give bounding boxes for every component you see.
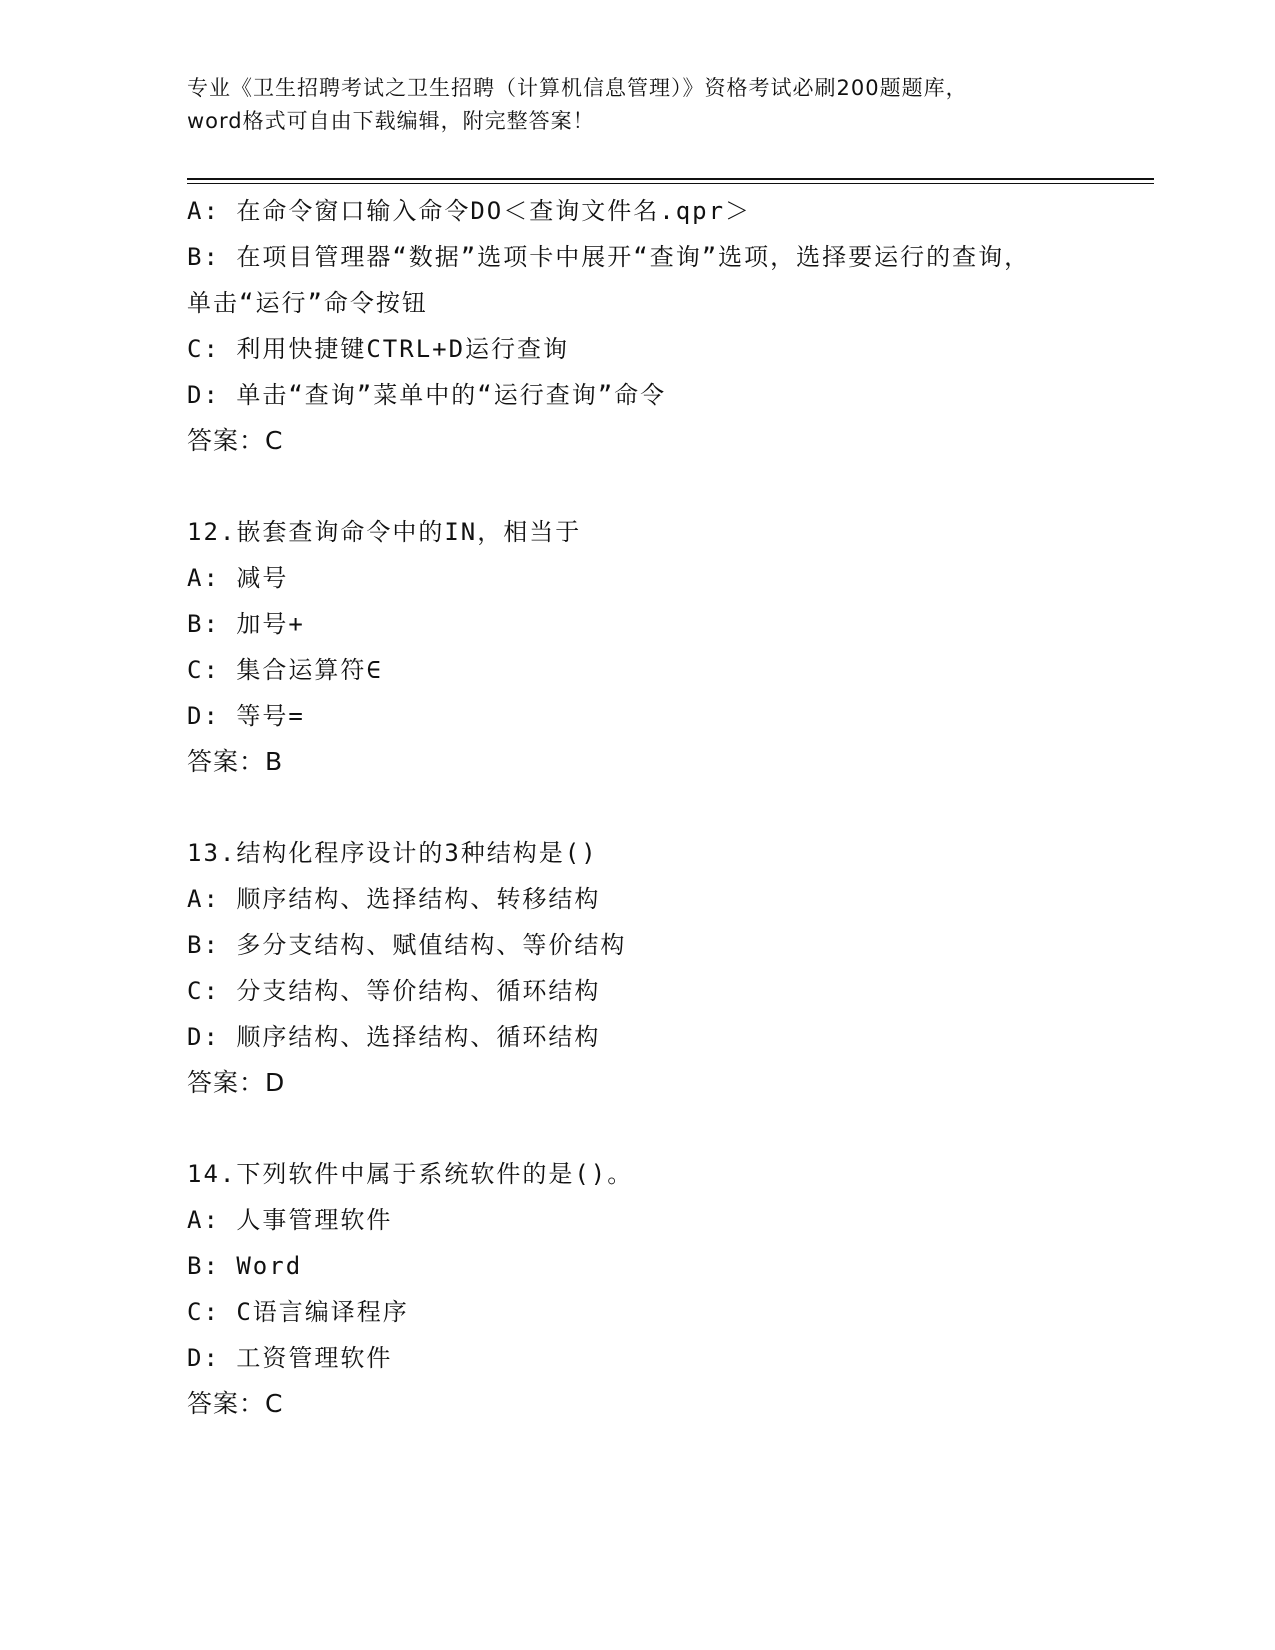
option-d: D: 单击“查询”菜单中的“运行查询”命令 [187,381,667,409]
option-c: C: 分支结构、等价结构、循环结构 [187,977,601,1005]
spacer [187,464,1137,509]
answer: 答案：D [187,1068,286,1097]
option-c: C: 利用快捷键CTRL+D运行查询 [187,335,570,363]
option-c: C: C语言编译程序 [187,1298,409,1326]
question-text: 14.下列软件中属于系统软件的是()。 [187,1160,634,1188]
question-11-block [187,188,1137,464]
question-14-block [187,1151,1137,1427]
question-13-block [187,830,1137,1106]
option-a: A: 减号 [187,564,289,592]
option-a: A: 顺序结构、选择结构、转移结构 [187,885,601,913]
question-12-block [187,509,1137,785]
spacer [187,1106,1137,1151]
spacer [187,785,1137,830]
option-a: A: 人事管理软件 [187,1206,393,1234]
option-d: D: 工资管理软件 [187,1344,393,1372]
header-line-2: word格式可自由下载编辑，附完整答案！ [187,109,595,133]
option-b: B: Word [187,1252,303,1280]
header-divider-thick [187,178,1154,180]
option-b: B: 多分支结构、赋值结构、等价结构 [187,931,627,959]
option-c: C: 集合运算符∈ [187,656,383,684]
question-text: 12.嵌套查询命令中的IN，相当于 [187,518,582,546]
option-d: D: 顺序结构、选择结构、循环结构 [187,1023,601,1051]
question-text: 13.结构化程序设计的3种结构是() [187,839,598,867]
answer: 答案：C [187,1389,284,1418]
questions-body [187,188,1137,1427]
option-a: A: 在命令窗口输入命令DO＜查询文件名.qpr＞ [187,197,752,225]
option-b: B: 在项目管理器“数据”选项卡中展开“查询”选项，选择要运行的查询，单击“运行”命令按钮 [187,243,1031,317]
option-d: D: 等号= [187,702,305,730]
answer: 答案：C [187,426,284,455]
option-b: B: 加号+ [187,610,305,638]
document-header [187,72,1087,138]
answer: 答案：B [187,747,284,776]
header-divider-thin [187,183,1154,184]
header-line-1: 专业《卫生招聘考试之卫生招聘（计算机信息管理）》资格考试必刷200题题库， [187,76,968,100]
